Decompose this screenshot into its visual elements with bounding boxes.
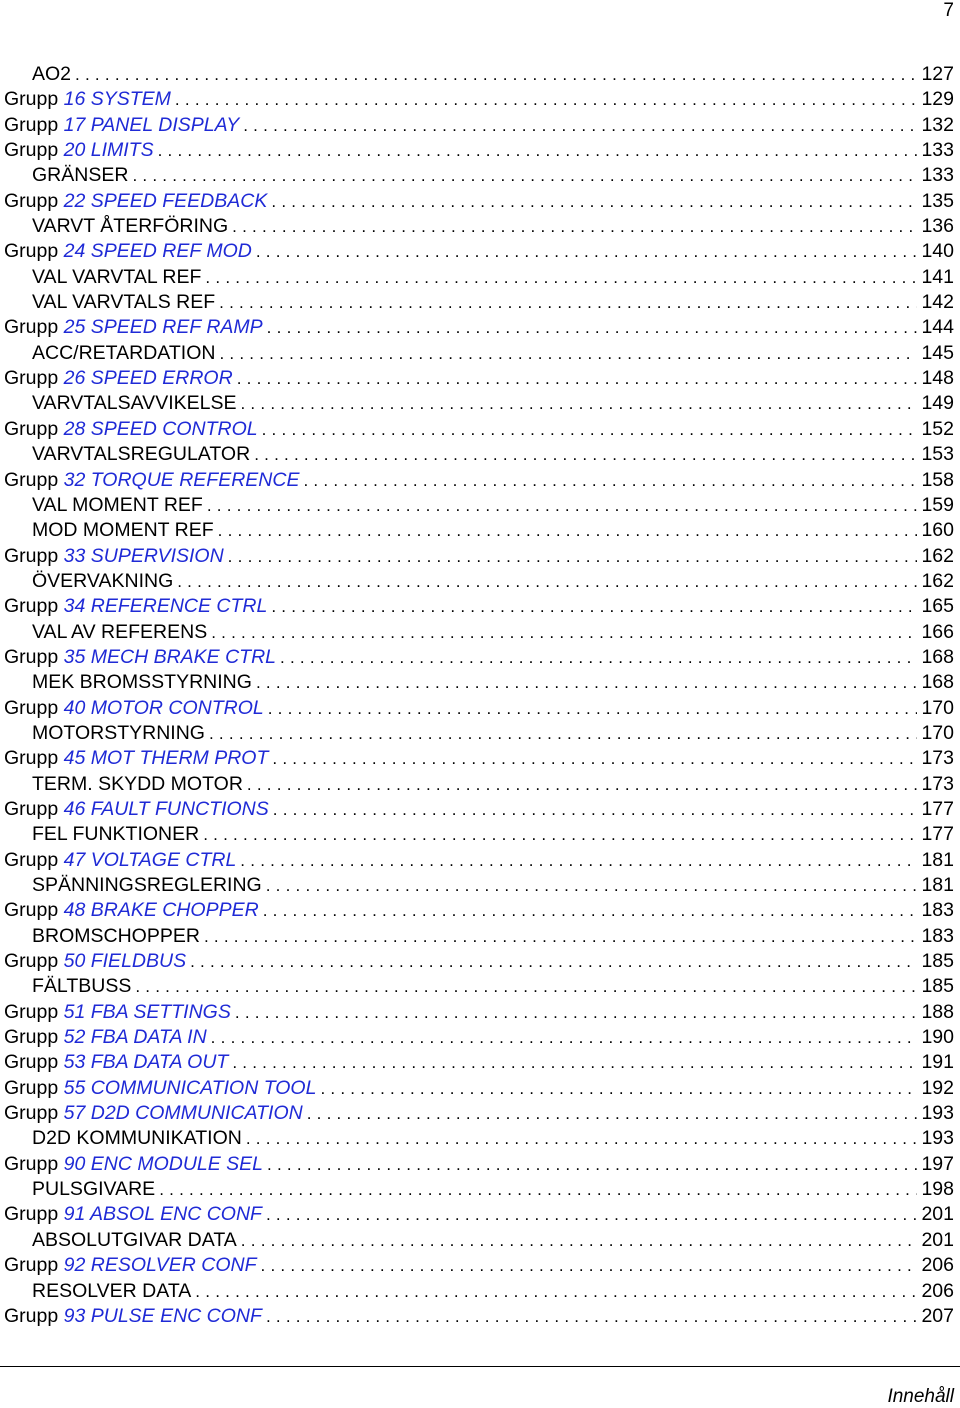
- toc-group-prefix: Grupp: [4, 1000, 59, 1023]
- toc-group-prefix: Grupp: [4, 468, 59, 491]
- toc-page-number: 142: [921, 291, 954, 314]
- toc-dot-leader: [177, 569, 917, 594]
- toc-group-entry[interactable]: [4, 417, 954, 442]
- toc-group-prefix: Grupp: [4, 848, 59, 871]
- toc-dot-leader: [303, 468, 917, 493]
- toc-sub-entry[interactable]: [4, 1126, 954, 1151]
- toc-entry-label: VARVTALSAVVIKELSE: [32, 392, 237, 415]
- toc-group-entry[interactable]: [4, 645, 954, 670]
- toc-dot-leader: [263, 898, 918, 923]
- toc-group-prefix: Grupp: [4, 645, 59, 668]
- toc-dot-leader: [262, 417, 918, 442]
- toc-page-number: 197: [921, 1152, 954, 1175]
- toc-page-number: 181: [921, 874, 954, 896]
- toc-page-number: 148: [921, 367, 954, 390]
- toc-group-link[interactable]: 20 LIMITS: [63, 139, 154, 162]
- toc-group-prefix: Grupp: [4, 1203, 59, 1226]
- toc-dot-leader: [266, 1202, 918, 1227]
- toc-entry-label: [4, 1202, 262, 1227]
- toc-entry-label: ÖVERVAKNING: [32, 569, 174, 592]
- toc-group-entry[interactable]: [4, 1050, 954, 1075]
- toc-page-number: 183: [921, 924, 954, 947]
- toc-entry-label: ABSOLUTGIVAR DATA: [32, 1228, 237, 1251]
- toc-entry-label: GRÄNSER: [32, 164, 129, 187]
- toc-group-entry[interactable]: [4, 1304, 954, 1329]
- toc-dot-leader: [232, 214, 917, 239]
- toc-page-number: 140: [921, 240, 954, 263]
- toc-entry-label: [4, 1253, 257, 1278]
- toc-entry-label: [4, 797, 269, 822]
- toc-entry-label: [4, 898, 259, 923]
- toc-page-number: 158: [921, 468, 954, 491]
- toc-entry-label: BROMSCHOPPER: [32, 924, 200, 947]
- toc-dot-leader: [195, 1279, 917, 1304]
- toc-dot-leader: [205, 265, 917, 290]
- toc-entry-label: MOTORSTYRNING: [32, 721, 205, 744]
- toc-entry-label: ACC/RETARDATION: [32, 341, 216, 364]
- toc-group-entry[interactable]: [4, 594, 954, 619]
- toc-group-entry[interactable]: [4, 544, 954, 569]
- toc-entry-label: [4, 189, 267, 214]
- toc-dot-leader: [273, 797, 918, 822]
- toc-group-entry[interactable]: [4, 138, 954, 163]
- toc-dot-leader: [240, 848, 917, 873]
- toc-group-link[interactable]: 46 FAULT FUNCTIONS: [63, 797, 269, 820]
- toc-group-entry[interactable]: [4, 1000, 954, 1025]
- toc-dot-leader: [243, 113, 917, 138]
- toc-sub-entry[interactable]: [4, 670, 954, 695]
- toc-group-prefix: Grupp: [4, 1102, 59, 1125]
- toc-page-number: 136: [921, 215, 954, 238]
- toc-group-entry[interactable]: [4, 1025, 954, 1050]
- toc-dot-leader: [211, 1025, 918, 1050]
- toc-dot-leader: [272, 746, 917, 771]
- toc-group-link[interactable]: 25 SPEED REF RAMP: [63, 316, 263, 339]
- toc-sub-entry[interactable]: [4, 1177, 954, 1202]
- toc-group-prefix: Grupp: [4, 1051, 59, 1074]
- toc-entry-label: [4, 949, 186, 974]
- toc-sub-entry[interactable]: [4, 62, 954, 87]
- toc-dot-leader: [256, 239, 918, 264]
- toc-group-link[interactable]: 26 SPEED ERROR: [63, 367, 233, 390]
- toc-group-prefix: Grupp: [4, 797, 59, 820]
- toc-page-number: 135: [921, 189, 954, 212]
- toc-group-link[interactable]: 35 MECH BRAKE CTRL: [63, 645, 277, 668]
- toc-page-number: 170: [921, 696, 954, 719]
- toc-group-entry[interactable]: [4, 949, 954, 974]
- toc-page-number: 133: [921, 164, 954, 187]
- toc-page-number: 162: [921, 569, 954, 592]
- toc-dot-leader: [235, 1000, 918, 1025]
- toc-sub-entry[interactable]: [4, 442, 954, 467]
- toc-entry-label: MEK BROMSSTYRNING: [32, 671, 252, 694]
- toc-group-prefix: Grupp: [4, 544, 59, 567]
- toc-dot-leader: [132, 163, 917, 188]
- toc-group-prefix: Grupp: [4, 950, 59, 973]
- toc-sub-entry[interactable]: [4, 391, 954, 416]
- toc-dot-leader: [135, 974, 917, 999]
- toc-sub-entry[interactable]: [4, 163, 954, 188]
- toc-group-link[interactable]: 33 SUPERVISION: [63, 544, 224, 567]
- toc-group-prefix: Grupp: [4, 899, 59, 922]
- toc-page-number: 141: [921, 265, 954, 288]
- toc-dot-leader: [247, 772, 918, 797]
- toc-page-number: 159: [921, 493, 954, 516]
- toc-page-number: 188: [921, 1000, 954, 1023]
- toc-page-number: 153: [921, 443, 954, 466]
- toc-group-entry[interactable]: [4, 1152, 954, 1177]
- toc-entry-label: [4, 315, 263, 340]
- toc-entry-label: [4, 87, 171, 112]
- toc-dot-leader: [266, 873, 918, 898]
- toc-entry-label: AO2: [32, 63, 72, 85]
- toc-page-number: 193: [921, 1127, 954, 1150]
- toc-page-number: 144: [921, 316, 954, 339]
- toc-page-number: 181: [921, 848, 954, 871]
- toc-dot-leader: [75, 62, 917, 87]
- toc-page-number: 168: [921, 645, 954, 668]
- toc-entry-label: [4, 1076, 316, 1101]
- toc-page-number: 192: [921, 1076, 954, 1099]
- toc-page-number: 177: [921, 797, 954, 820]
- toc-dot-leader: [320, 1076, 917, 1101]
- toc-dot-leader: [232, 1050, 917, 1075]
- toc-dot-leader: [204, 924, 918, 949]
- toc-group-entry[interactable]: [4, 189, 954, 214]
- toc-entry-label: RESOLVER DATA: [32, 1279, 192, 1302]
- toc-entry-label: [4, 544, 224, 569]
- toc-group-link[interactable]: 28 SPEED CONTROL: [63, 417, 258, 440]
- toc-page-number: 201: [921, 1228, 954, 1251]
- toc-entry-label: [4, 1152, 263, 1177]
- toc-sub-entry[interactable]: [4, 721, 954, 746]
- toc-entry-label: VAL VARVTALS REF: [32, 291, 216, 314]
- toc-dot-leader: [267, 315, 918, 340]
- toc-dot-leader: [271, 189, 917, 214]
- toc-dot-leader: [280, 645, 917, 670]
- toc-page-number: 165: [921, 595, 954, 618]
- toc-page-number: 206: [921, 1254, 954, 1277]
- toc-group-link[interactable]: 24 SPEED REF MOD: [63, 240, 252, 263]
- toc-group-entry[interactable]: [4, 1253, 954, 1278]
- toc-entry-label: VAL AV REFERENS: [32, 620, 208, 643]
- toc-entry-label: VARVTALSREGULATOR: [32, 443, 251, 466]
- toc-entry-label: MOD MOMENT REF: [32, 519, 214, 542]
- toc-dot-leader: [240, 391, 917, 416]
- toc-group-prefix: Grupp: [4, 88, 59, 111]
- toc-sub-entry[interactable]: [4, 341, 954, 366]
- toc-dot-leader: [203, 822, 917, 847]
- toc-group-entry[interactable]: [4, 366, 954, 391]
- toc-page-number: 206: [921, 1279, 954, 1302]
- toc-dot-leader: [158, 138, 918, 163]
- toc-entry-label: [4, 1025, 207, 1050]
- toc-group-prefix: Grupp: [4, 696, 59, 719]
- toc-sub-entry[interactable]: [4, 569, 954, 594]
- toc-group-prefix: Grupp: [4, 1254, 59, 1277]
- toc-sub-entry[interactable]: [4, 290, 954, 315]
- toc-group-entry[interactable]: [4, 87, 954, 112]
- toc-sub-entry[interactable]: [4, 1279, 954, 1304]
- toc-sub-entry[interactable]: [4, 873, 954, 898]
- toc-sub-entry[interactable]: [4, 924, 954, 949]
- toc-dot-leader: [261, 1253, 918, 1278]
- toc-entry-label: [4, 1304, 262, 1329]
- toc-group-link[interactable]: 17 PANEL DISPLAY: [63, 113, 240, 136]
- toc-sub-entry[interactable]: [4, 265, 954, 290]
- toc-group-entry[interactable]: [4, 696, 954, 721]
- table-of-contents: [4, 62, 954, 1329]
- toc-page-number: 133: [921, 139, 954, 162]
- footer-section-label: Innehåll: [887, 1386, 954, 1407]
- toc-group-entry[interactable]: [4, 1101, 954, 1126]
- toc-entry-label: D2D KOMMUNIKATION: [32, 1127, 242, 1150]
- toc-dot-leader: [209, 721, 917, 746]
- toc-page-number: 132: [921, 113, 954, 136]
- toc-dot-leader: [241, 1228, 918, 1253]
- toc-page-number: 168: [921, 671, 954, 694]
- toc-entry-label: [4, 746, 268, 771]
- toc-group-prefix: Grupp: [4, 1304, 59, 1327]
- toc-page-number: 166: [921, 620, 954, 643]
- toc-entry-label: [4, 366, 233, 391]
- toc-page-number: 191: [921, 1051, 954, 1074]
- toc-group-entry[interactable]: [4, 468, 954, 493]
- toc-group-entry[interactable]: [4, 1076, 954, 1101]
- toc-dot-leader: [218, 518, 918, 543]
- toc-group-link[interactable]: 51 FBA SETTINGS: [63, 1000, 231, 1023]
- toc-group-link[interactable]: 16 SYSTEM: [63, 88, 171, 111]
- toc-page-number: 201: [921, 1203, 954, 1226]
- toc-page-number: 177: [921, 823, 954, 846]
- toc-entry-label: VARVT ÅTERFÖRING: [32, 215, 229, 238]
- toc-group-link[interactable]: 90 ENC MODULE SEL: [63, 1152, 264, 1175]
- toc-sub-entry[interactable]: [4, 493, 954, 518]
- toc-group-entry[interactable]: [4, 113, 954, 138]
- toc-sub-entry[interactable]: [4, 1228, 954, 1253]
- toc-entry-label: FÄLTBUSS: [32, 975, 132, 998]
- toc-page-number: 129: [921, 88, 954, 111]
- toc-dot-leader: [228, 544, 918, 569]
- toc-dot-leader: [271, 594, 917, 619]
- toc-group-entry[interactable]: [4, 746, 954, 771]
- toc-dot-leader: [307, 1101, 918, 1126]
- toc-group-link[interactable]: 91 ABSOL ENC CONF: [63, 1203, 262, 1226]
- toc-group-link[interactable]: 52 FBA DATA IN: [63, 1026, 207, 1049]
- toc-sub-entry[interactable]: [4, 822, 954, 847]
- toc-page-number: 127: [921, 63, 954, 85]
- toc-group-prefix: Grupp: [4, 113, 59, 136]
- toc-page-number: 170: [921, 721, 954, 744]
- toc-group-link[interactable]: 57 D2D COMMUNICATION: [63, 1102, 303, 1125]
- toc-entry-label: [4, 1101, 303, 1126]
- toc-entry-label: VAL MOMENT REF: [32, 493, 203, 516]
- toc-group-entry[interactable]: [4, 239, 954, 264]
- toc-page-number: 185: [921, 950, 954, 973]
- toc-group-link[interactable]: 53 FBA DATA OUT: [63, 1051, 229, 1074]
- toc-entry-label: [4, 138, 154, 163]
- toc-group-link[interactable]: 47 VOLTAGE CTRL: [63, 848, 237, 871]
- toc-group-prefix: Grupp: [4, 1076, 59, 1099]
- page-number: 7: [943, 0, 954, 21]
- toc-group-link[interactable]: 92 RESOLVER CONF: [63, 1254, 257, 1277]
- toc-dot-leader: [219, 290, 917, 315]
- toc-group-prefix: Grupp: [4, 240, 59, 263]
- toc-entry-label: SPÄNNINGSREGLERING: [32, 874, 262, 896]
- toc-dot-leader: [219, 341, 917, 366]
- toc-group-link[interactable]: 55 COMMUNICATION TOOL: [63, 1076, 317, 1099]
- toc-dot-leader: [175, 87, 918, 112]
- toc-sub-entry[interactable]: [4, 772, 954, 797]
- toc-entry-label: [4, 417, 258, 442]
- toc-sub-entry[interactable]: [4, 214, 954, 239]
- toc-entry-label: [4, 645, 276, 670]
- toc-group-prefix: Grupp: [4, 367, 59, 390]
- toc-page-number: 183: [921, 899, 954, 922]
- toc-page-number: 193: [921, 1102, 954, 1125]
- toc-group-link[interactable]: 32 TORQUE REFERENCE: [63, 468, 300, 491]
- toc-entry-label: [4, 848, 236, 873]
- toc-page-number: 160: [921, 519, 954, 542]
- footer-rule: [0, 1366, 960, 1367]
- toc-entry-label: PULSGIVARE: [32, 1178, 156, 1201]
- toc-entry-label: TERM. SKYDD MOTOR: [32, 772, 243, 795]
- toc-page-number: 173: [921, 747, 954, 770]
- toc-dot-leader: [254, 442, 917, 467]
- toc-entry-label: VAL VARVTAL REF: [32, 265, 202, 288]
- toc-dot-leader: [268, 696, 918, 721]
- toc-dot-leader: [267, 1152, 917, 1177]
- toc-dot-leader: [266, 1304, 918, 1329]
- toc-dot-leader: [190, 949, 917, 974]
- toc-page-number: 173: [921, 772, 954, 795]
- toc-entry-label: [4, 594, 267, 619]
- toc-page-number: 198: [921, 1178, 954, 1201]
- toc-group-link[interactable]: 48 BRAKE CHOPPER: [63, 899, 259, 922]
- toc-group-entry[interactable]: [4, 797, 954, 822]
- toc-group-entry[interactable]: [4, 898, 954, 923]
- toc-group-link[interactable]: 50 FIELDBUS: [63, 950, 187, 973]
- toc-group-entry[interactable]: [4, 1202, 954, 1227]
- toc-page-number: 145: [921, 341, 954, 364]
- toc-group-prefix: Grupp: [4, 316, 59, 339]
- toc-group-link[interactable]: 34 REFERENCE CTRL: [63, 595, 268, 618]
- toc-sub-entry[interactable]: [4, 620, 954, 645]
- toc-group-prefix: Grupp: [4, 139, 59, 162]
- toc-dot-leader: [211, 620, 917, 645]
- toc-entry-label: FEL FUNKTIONER: [32, 823, 200, 846]
- toc-dot-leader: [207, 493, 918, 518]
- toc-group-prefix: Grupp: [4, 417, 59, 440]
- toc-group-link[interactable]: 93 PULSE ENC CONF: [63, 1304, 262, 1327]
- toc-group-prefix: Grupp: [4, 747, 59, 770]
- toc-dot-leader: [159, 1177, 917, 1202]
- toc-group-link[interactable]: 40 MOTOR CONTROL: [63, 696, 264, 719]
- toc-page-number: 162: [921, 544, 954, 567]
- toc-group-prefix: Grupp: [4, 1026, 59, 1049]
- toc-entry-label: [4, 1000, 231, 1025]
- toc-dot-leader: [256, 670, 918, 695]
- toc-group-prefix: Grupp: [4, 189, 59, 212]
- toc-group-prefix: Grupp: [4, 595, 59, 618]
- toc-group-prefix: Grupp: [4, 1152, 59, 1175]
- toc-sub-entry[interactable]: [4, 974, 954, 999]
- toc-entry-label: [4, 468, 299, 493]
- toc-dot-leader: [246, 1126, 918, 1151]
- toc-entry-label: [4, 113, 239, 138]
- toc-entry-label: [4, 1050, 228, 1075]
- toc-page-number: 207: [921, 1304, 954, 1327]
- toc-group-entry[interactable]: [4, 315, 954, 340]
- toc-page-number: 149: [921, 392, 954, 415]
- toc-page-number: 152: [921, 417, 954, 440]
- toc-group-link[interactable]: 22 SPEED FEEDBACK: [63, 189, 268, 212]
- toc-group-link[interactable]: 45 MOT THERM PROT: [63, 747, 269, 770]
- toc-page-number: 190: [921, 1026, 954, 1049]
- toc-group-entry[interactable]: [4, 848, 954, 873]
- toc-entry-label: [4, 239, 252, 264]
- toc-entry-label: [4, 696, 264, 721]
- toc-dot-leader: [237, 366, 918, 391]
- toc-page-number: 185: [921, 975, 954, 998]
- toc-sub-entry[interactable]: [4, 518, 954, 543]
